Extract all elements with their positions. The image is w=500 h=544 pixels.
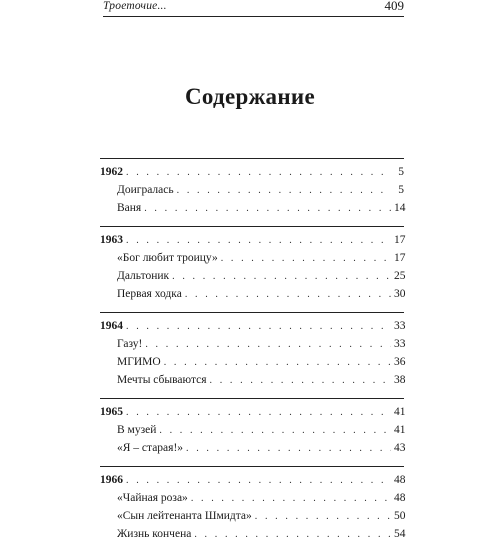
toc-section-1966 <box>100 466 404 543</box>
toc-page-number: 41 <box>394 424 406 436</box>
toc-page-number: 36 <box>394 356 406 368</box>
toc-year-entry[interactable] <box>100 471 404 489</box>
dot-leader <box>126 318 391 336</box>
dot-leader <box>164 354 391 372</box>
toc-section-1965 <box>100 398 404 457</box>
dot-leader <box>191 490 391 508</box>
toc-entry-title: Ваня <box>117 202 142 214</box>
toc-year-entry[interactable] <box>100 317 404 335</box>
toc-year-entry[interactable] <box>100 403 404 421</box>
toc-entry-title: Первая ходка <box>117 288 182 300</box>
toc-entry[interactable] <box>100 199 404 217</box>
toc-entry[interactable] <box>100 267 404 285</box>
dot-leader <box>159 422 391 440</box>
toc-year-label: 1962 <box>100 166 123 178</box>
toc-entry-title: Мечты сбываются <box>117 374 207 386</box>
toc-year-entry[interactable] <box>100 163 404 181</box>
toc-year-entry[interactable] <box>100 231 404 249</box>
toc-entry[interactable] <box>100 507 404 525</box>
dot-leader <box>126 404 391 422</box>
toc-page-number: 14 <box>394 202 406 214</box>
dot-leader <box>172 268 391 286</box>
toc-entry-title: «Я – старая!» <box>117 442 184 454</box>
toc-section-1962 <box>100 158 404 217</box>
table-of-contents <box>100 158 404 543</box>
toc-section-1964 <box>100 312 404 389</box>
toc-entry-title: «Бог любит троицу» <box>117 252 218 264</box>
dot-leader <box>177 182 391 200</box>
toc-page-number: 38 <box>394 374 406 386</box>
running-title: Троеточие... <box>103 0 167 12</box>
page-number: 409 <box>384 0 404 13</box>
toc-entry-title: В музей <box>117 424 157 436</box>
toc-year-label: 1966 <box>100 474 123 486</box>
toc-page-number: 43 <box>394 442 406 454</box>
toc-year-label: 1963 <box>100 234 123 246</box>
toc-page-number: 30 <box>394 288 406 300</box>
toc-entry[interactable] <box>100 421 404 439</box>
dot-leader <box>145 336 391 354</box>
toc-page-number: 17 <box>394 234 406 246</box>
toc-entry[interactable] <box>100 439 404 457</box>
dot-leader <box>144 200 391 218</box>
toc-entry-title: Жизнь кончена <box>117 528 192 540</box>
running-head <box>103 0 404 17</box>
toc-entry-title: «Сын лейтенанта Шмидта» <box>117 510 252 522</box>
dot-leader <box>194 526 391 544</box>
toc-entry[interactable] <box>100 249 404 267</box>
toc-entry[interactable] <box>100 353 404 371</box>
dot-leader <box>185 286 391 304</box>
toc-page-number: 33 <box>394 338 406 350</box>
toc-entry-title: Доигралась <box>117 184 174 196</box>
toc-entry[interactable] <box>100 371 404 389</box>
toc-page-number: 17 <box>394 252 406 264</box>
toc-page-number: 25 <box>394 270 406 282</box>
toc-page-number: 41 <box>394 406 406 418</box>
toc-section-1963 <box>100 226 404 303</box>
toc-year-label: 1965 <box>100 406 123 418</box>
toc-entry[interactable] <box>100 181 404 199</box>
toc-page-number: 48 <box>394 492 406 504</box>
toc-page-number: 5 <box>398 166 404 178</box>
toc-page-number: 33 <box>394 320 406 332</box>
toc-entry-title: Газу! <box>117 338 143 350</box>
toc-entry[interactable] <box>100 489 404 507</box>
toc-entry-title: МГИМО <box>117 356 161 368</box>
dot-leader <box>126 232 391 250</box>
toc-entry[interactable] <box>100 335 404 353</box>
toc-year-label: 1964 <box>100 320 123 332</box>
dot-leader <box>210 372 391 390</box>
dot-leader <box>221 250 391 268</box>
dot-leader <box>255 508 391 526</box>
toc-entry-title: «Чайная роза» <box>117 492 188 504</box>
toc-page-number: 54 <box>394 528 406 540</box>
toc-page-number: 5 <box>398 184 404 196</box>
dot-leader <box>186 440 391 458</box>
dot-leader <box>126 164 391 182</box>
toc-entry-title: Дальтоник <box>117 270 170 282</box>
contents-heading: Содержание <box>185 84 315 109</box>
toc-entry[interactable] <box>100 525 404 543</box>
dot-leader <box>126 472 391 490</box>
toc-entry[interactable] <box>100 285 404 303</box>
toc-page-number: 48 <box>394 474 406 486</box>
toc-page-number: 50 <box>394 510 406 522</box>
